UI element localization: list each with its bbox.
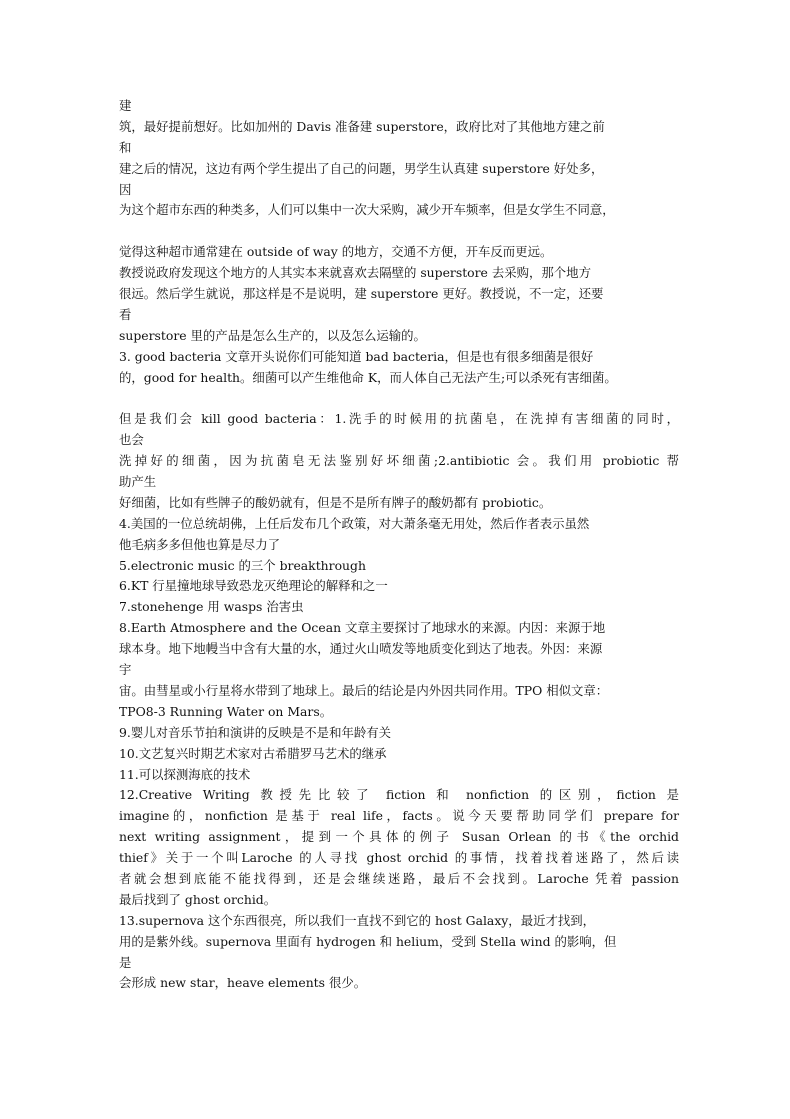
text-line: 3. good bacteria 文章开头说你们可能知道 bad bacteria，但是也有很多细菌是很好 — [119, 348, 594, 364]
text-line: 的，good for health。细菌可以产生维他命 K，而人体自己无法产生;可以杀死有害细菌。 — [119, 369, 617, 385]
text-line: 看 — [119, 306, 132, 322]
text-line: 会形成 new star，heave elements 很少。 — [119, 975, 367, 991]
text-line: 宇 — [119, 662, 132, 678]
text-line: 4.美国的一位总统胡佛，上任后发布几个政策，对大萧条毫无用处，然后作者表示虽然 — [119, 515, 590, 531]
text-line: 为这个超市东西的种类多，人们可以集中一次大采购，减少开车频率，但是女学生不同意， — [119, 202, 615, 218]
text-line: 筑，最好提前想好。比如加州的 Davis 准备建 superstore，政府比对了其他地方建之前 — [119, 118, 605, 134]
document-body — [119, 96, 679, 994]
text-line: 教授说政府发现这个地方的人其实本来就喜欢去隔壁的 superstore 去采购，那个地方 — [119, 265, 591, 281]
text-line: 5.electronic music 的三个 breakthrough — [119, 557, 366, 573]
text-line: 用的是紫外线。supernova 里面有 hydrogen 和 helium，受到 Stella wind 的影响，但 — [119, 933, 617, 949]
text-line: 和 — [119, 139, 132, 155]
text-line: 觉得这种超市通常建在 outside of way 的地方，交通不方便，开车反而更远。 — [119, 244, 553, 260]
text-line: 者就会想到底能不能找得到，还是会继续迷路，最后不会找到。Laroche 凭着 passion — [119, 870, 679, 886]
text-line: 球本身。地下地幔当中含有大量的水，通过火山喷发等地质变化到达了地表。外因：来源 — [119, 641, 603, 657]
text-line: 10.文艺复兴时期艺术家对古希腊罗马艺术的继承 — [119, 745, 387, 761]
text-line: 11.可以探测海底的技术 — [119, 766, 251, 782]
text-line: 因 — [119, 181, 132, 197]
text-line: 13.supernova 这个东西很亮，所以我们一直找不到它的 host Galaxy，最近才找到， — [119, 912, 596, 928]
text-line: superstore 里的产品是怎么生产的，以及怎么运输的。 — [119, 327, 426, 343]
text-line: next writing assignment，提到一个具体的例子 Susan Orlean 的书《the orchid — [119, 829, 679, 845]
text-line: thief》关于一个叫Laroche 的人寻找 ghost orchid 的事情，找着找着迷路了，然后读 — [119, 850, 679, 866]
text-line: 他毛病多多但他也算是尽力了 — [119, 536, 281, 552]
text-line: TPO8-3 Running Water on Mars。 — [119, 703, 333, 719]
text-line: 助产生 — [119, 474, 157, 490]
text-line: 6.KT 行星撞地球导致恐龙灭绝理论的解释和之一 — [119, 578, 388, 594]
text-line: 是 — [119, 954, 132, 970]
text-line — [119, 388, 679, 409]
text-line: 宙。由彗星或小行星将水带到了地球上。最后的结论是内外因共同作用。TPO 相似文章： — [119, 682, 609, 698]
text-line: 最后找到了 ghost orchid。 — [119, 891, 277, 907]
text-line: 也会 — [119, 432, 144, 448]
text-line: 8.Earth Atmosphere and the Ocean 文章主要探讨了地球水的来源。内因：来源于地 — [119, 620, 606, 636]
text-line: 7.stonehenge 用 wasps 治害虫 — [119, 599, 304, 615]
text-line: 9.婴儿对音乐节拍和演讲的反映是不是和年龄有关 — [119, 724, 392, 740]
text-line: 但是我们会 kill good bacteria：1.洗手的时候用的抗菌皂，在洗掉有害细菌的同时， — [119, 411, 679, 427]
text-line: 建 — [119, 98, 132, 113]
text-line: 建之后的情况，这边有两个学生提出了自己的问题，男学生认真建 superstore 好处多， — [119, 160, 604, 176]
text-line: imagine的，nonfiction 是基于 real life，facts。说今天要帮助同学们 prepare for — [119, 808, 679, 824]
text-line — [119, 221, 679, 242]
text-line: 好细菌，比如有些牌子的酸奶就有，但是不是所有牌子的酸奶都有 probiotic。 — [119, 494, 552, 510]
text-line: 12.Creative Writing 教授先比较了 fiction 和 nonfiction 的区别，fiction 是 — [119, 787, 679, 803]
text-line: 洗掉好的细菌，因为抗菌皂无法鉴别好坏细菌;2.antibiotic 会。我们用 probiotic 帮 — [119, 453, 679, 469]
text-line: 很远。然后学生就说，那这样是不是说明，建 superstore 更好。教授说，不一定，还要 — [119, 286, 604, 302]
